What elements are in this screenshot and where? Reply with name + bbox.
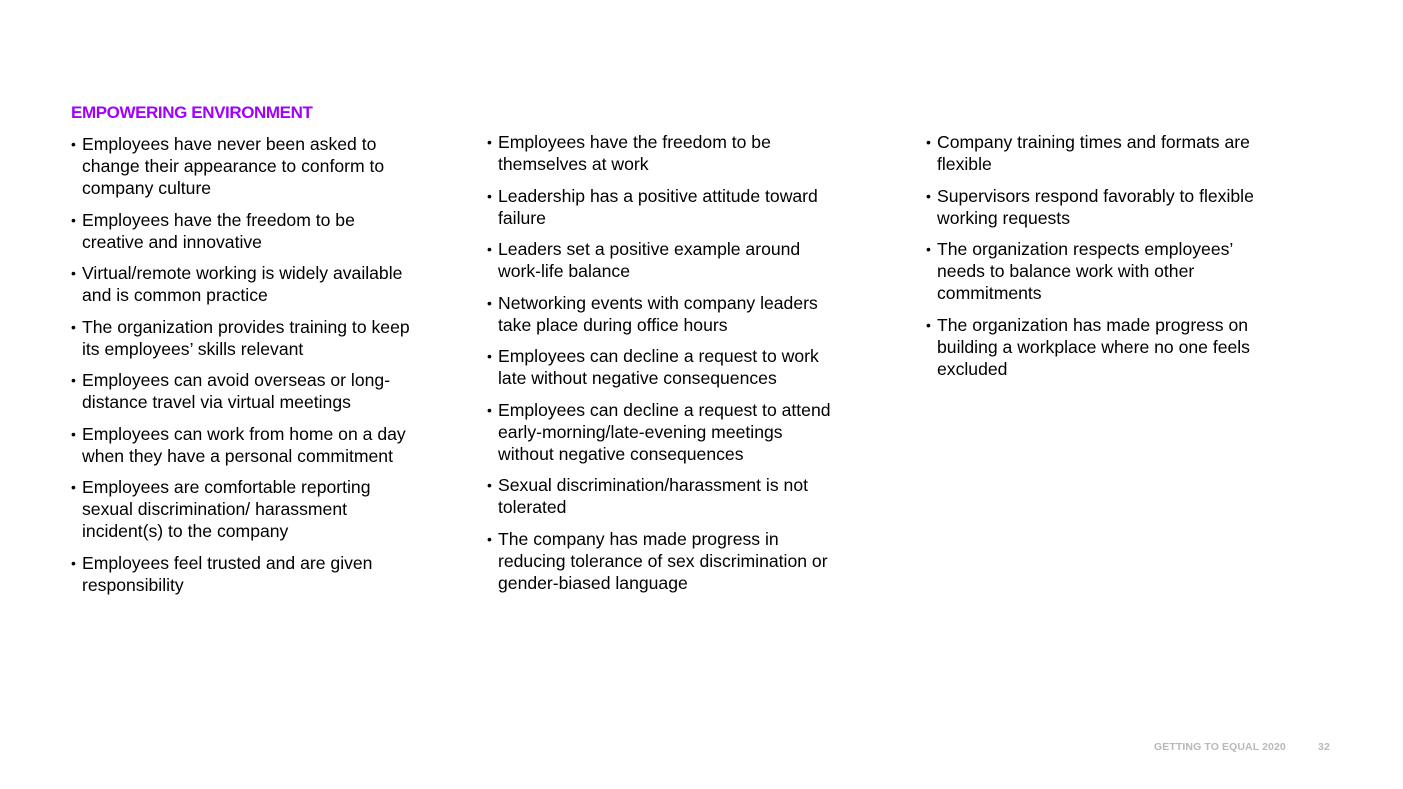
list-item: • Leadership has a positive attitude toward failure <box>487 185 832 229</box>
bullet-column-2 <box>487 131 832 603</box>
list-item: • Supervisors respond favorably to flexible working requests <box>926 185 1271 229</box>
list-item: • Employees can work from home on a day when they have a personal commitment <box>71 423 416 467</box>
list-item: • Employees can decline a request to work late without negative consequences <box>487 345 832 389</box>
list-item: • Virtual/remote working is widely available and is common practice <box>71 262 416 306</box>
list-item: • The company has made progress in reducing tolerance of sex discrimination or gender-biased language <box>487 528 832 594</box>
list-item: • Employees can avoid overseas or long-distance travel via virtual meetings <box>71 369 416 413</box>
list-item: • Company training times and formats are flexible <box>926 131 1271 175</box>
bullet-column-3 <box>926 131 1271 389</box>
list-item: • Employees feel trusted and are given responsibility <box>71 552 416 596</box>
footer-page-number: 32 <box>1318 741 1330 753</box>
list-item: • Sexual discrimination/harassment is not tolerated <box>487 474 832 518</box>
bullet-column-1 <box>71 133 416 605</box>
list-item: • Employees have the freedom to be creative and innovative <box>71 209 416 253</box>
list-item: • Employees can decline a request to attend early-morning/late-evening meetings without negative consequences <box>487 399 832 465</box>
list-item: • The organization provides training to keep its employees’ skills relevant <box>71 316 416 360</box>
list-item: • Networking events with company leaders take place during office hours <box>487 292 832 336</box>
list-item: • Employees are comfortable reporting sexual discrimination/ harassment incident(s) to the company <box>71 476 416 542</box>
footer-report-title: GETTING TO EQUAL 2020 <box>1154 741 1286 753</box>
list-item: • Employees have the freedom to be themselves at work <box>487 131 832 175</box>
list-item: • The organization has made progress on building a workplace where no one feels excluded <box>926 314 1271 380</box>
list-item: • Employees have never been asked to change their appearance to conform to company culture <box>71 133 416 199</box>
list-item: • Leaders set a positive example around work-life balance <box>487 238 832 282</box>
section-heading: EMPOWERING ENVIRONMENT <box>71 103 313 122</box>
list-item: • The organization respects employees’ needs to balance work with other commitments <box>926 238 1271 304</box>
